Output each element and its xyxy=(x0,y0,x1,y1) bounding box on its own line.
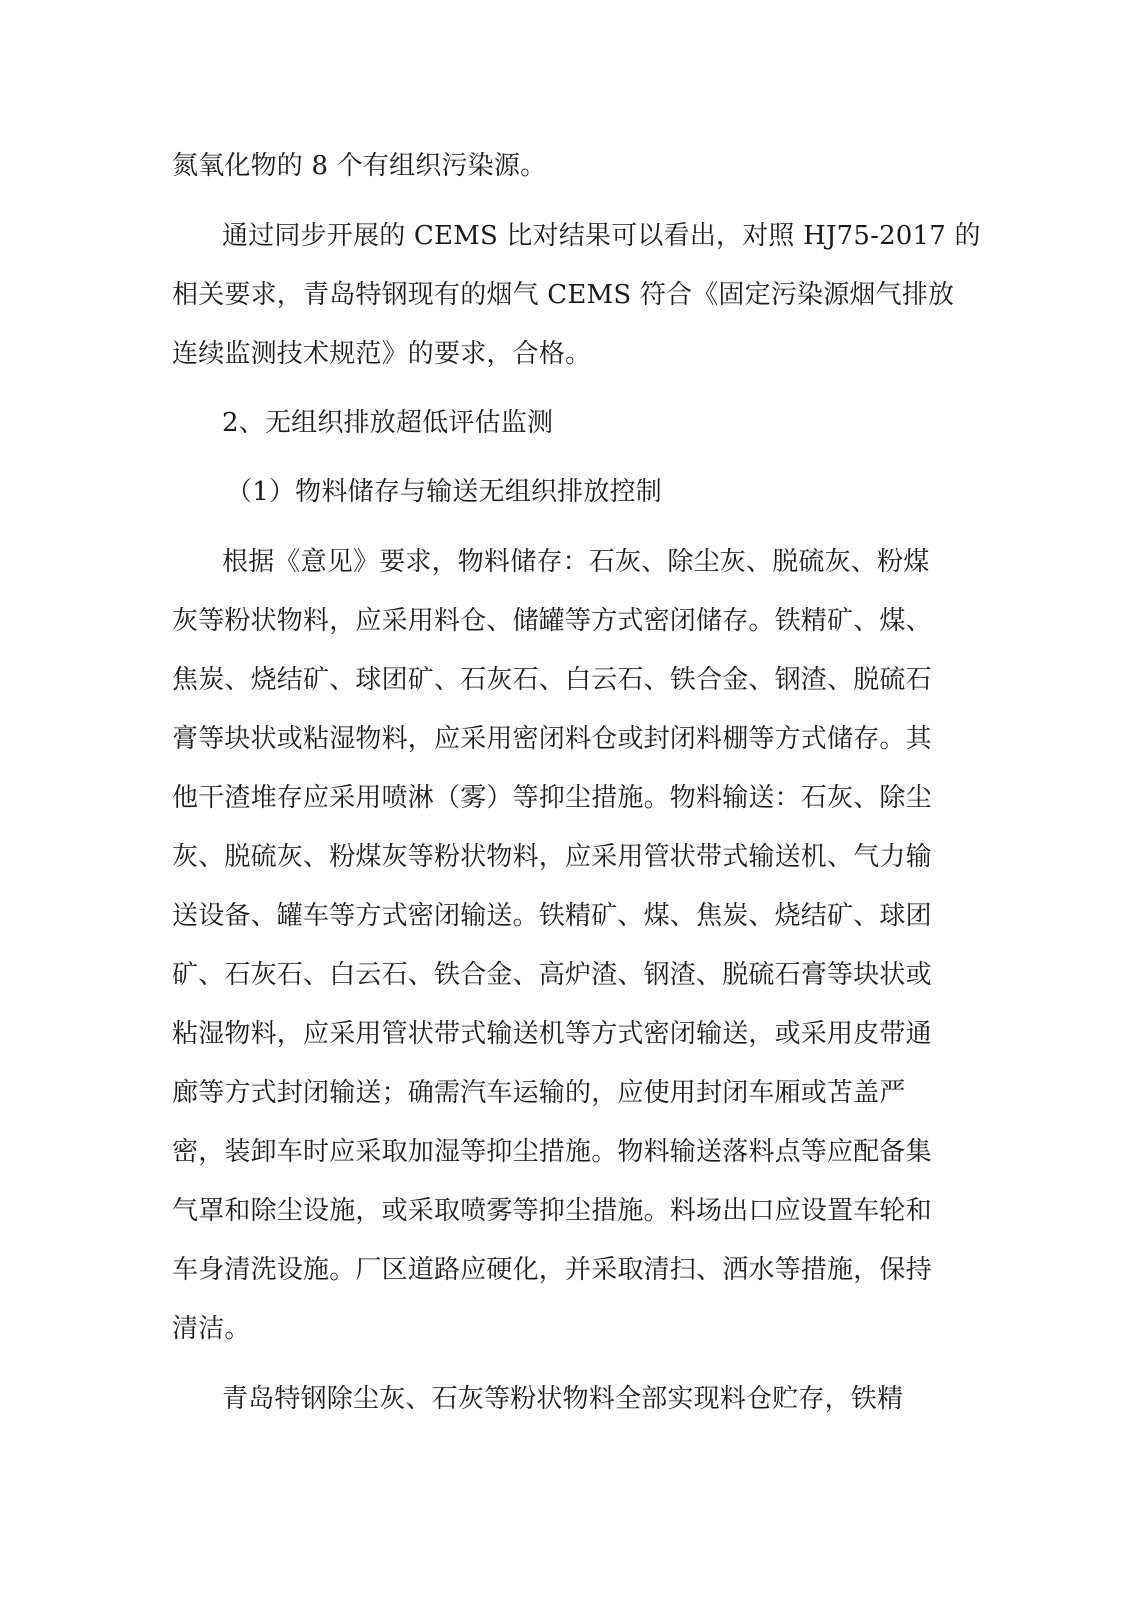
paragraph-line: 根据《意见》要求，物料储存：石灰、除尘灰、脱硫灰、粉煤 xyxy=(222,547,930,577)
paragraph-line: 灰、脱硫灰、粉煤灰等粉状物料，应采用管状带式输送机、气力输 xyxy=(172,842,932,872)
paragraph-line: 密，装卸车时应采取加湿等抑尘措施。物料输送落料点等应配备集 xyxy=(172,1137,932,1167)
paragraph-line: 气罩和除尘设施，或采取喷雾等抑尘措施。料场出口应设置车轮和 xyxy=(172,1196,932,1226)
paragraph-line: 清洁。 xyxy=(172,1314,251,1344)
paragraph-line: 灰等粉状物料，应采用料仓、储罐等方式密闭储存。铁精矿、煤、 xyxy=(172,606,932,636)
paragraph-line: 相关要求，青岛特钢现有的烟气 CEMS 符合《固定污染源烟气排放 xyxy=(172,280,955,310)
paragraph-line: 车身清洗设施。厂区道路应硬化，并采取清扫、洒水等措施，保持 xyxy=(172,1255,932,1285)
paragraph-line: 送设备、罐车等方式密闭输送。铁精矿、煤、焦炭、烧结矿、球团 xyxy=(172,901,932,931)
paragraph-line: 青岛特钢除尘灰、石灰等粉状物料全部实现料仓贮存，铁精 xyxy=(222,1384,904,1414)
paragraph-line: 连续监测技术规范》的要求，合格。 xyxy=(172,339,592,369)
paragraph-line: 他干渣堆存应采用喷淋（雾）等抑尘措施。物料输送：石灰、除尘 xyxy=(172,783,932,813)
paragraph-line: 通过同步开展的 CEMS 比对结果可以看出，对照 HJ75-2017 的 xyxy=(222,221,981,251)
paragraph-line: 粘湿物料，应采用管状带式输送机等方式密闭输送，或采用皮带通 xyxy=(172,1019,932,1049)
paragraph-line: 氮氧化物的 8 个有组织污染源。 xyxy=(172,151,547,181)
paragraph-line: 矿、石灰石、白云石、铁合金、高炉渣、钢渣、脱硫石膏等块状或 xyxy=(172,960,932,990)
paragraph-line: 廊等方式封闭输送；确需汽车运输的，应使用封闭车厢或苫盖严 xyxy=(172,1078,906,1108)
subsection-heading: （1）物料储存与输送无组织排放控制 xyxy=(226,477,662,507)
section-heading: 2、无组织排放超低评估监测 xyxy=(222,408,554,438)
paragraph-line: 膏等块状或粘湿物料，应采用密闭料仓或封闭料棚等方式储存。其 xyxy=(172,724,932,754)
paragraph-line: 焦炭、烧结矿、球团矿、石灰石、白云石、铁合金、钢渣、脱硫石 xyxy=(172,665,932,695)
